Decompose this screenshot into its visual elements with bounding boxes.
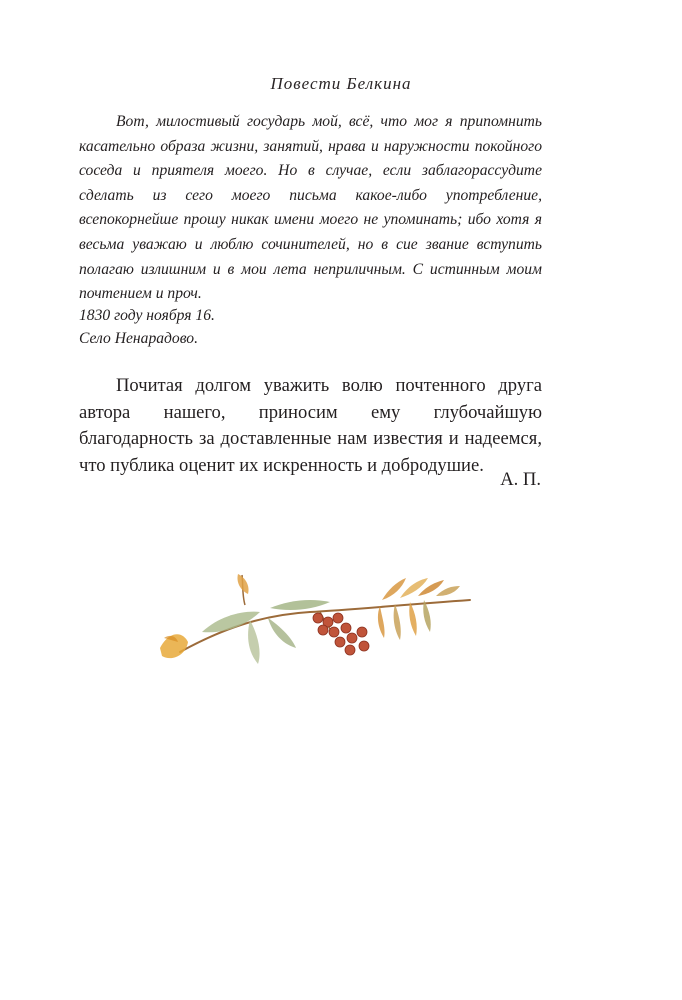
- rowan-sprig-watercolor-icon: [150, 560, 475, 680]
- letter-date: 1830 году ноября 16.: [79, 307, 215, 324]
- running-head: Повести Белкина: [270, 74, 412, 93]
- letter-place: Село Ненарадово.: [79, 330, 198, 347]
- afterword-paragraph: Почитая долгом уважить волю почтенного друга автора нашего, приносим ему глубочайшую благодарность за доставленные нам известия и надеемся, что публика оценит их искренность и добродушие.: [79, 375, 542, 476]
- letter-signoff: [79, 304, 379, 350]
- author-initials: А. П.: [500, 469, 541, 490]
- letter-paragraph: Вот, милостивый государь мой, всё, что мог я припомнить касательно образа жизни, занятий, нрава и наружности покойного соседа и приятеля моего. Но в случае, если заблагорассудите сделать из сего моего письма какое-либо употребление, всепокорнейше прошу никак имени моего не упоминать; ибо хотя я весьма уважаю и люблю сочинителей, но в сие звание вступить полагаю излишним и в мои лета неприличным. С истинным моим почтением и проч.: [79, 113, 542, 303]
